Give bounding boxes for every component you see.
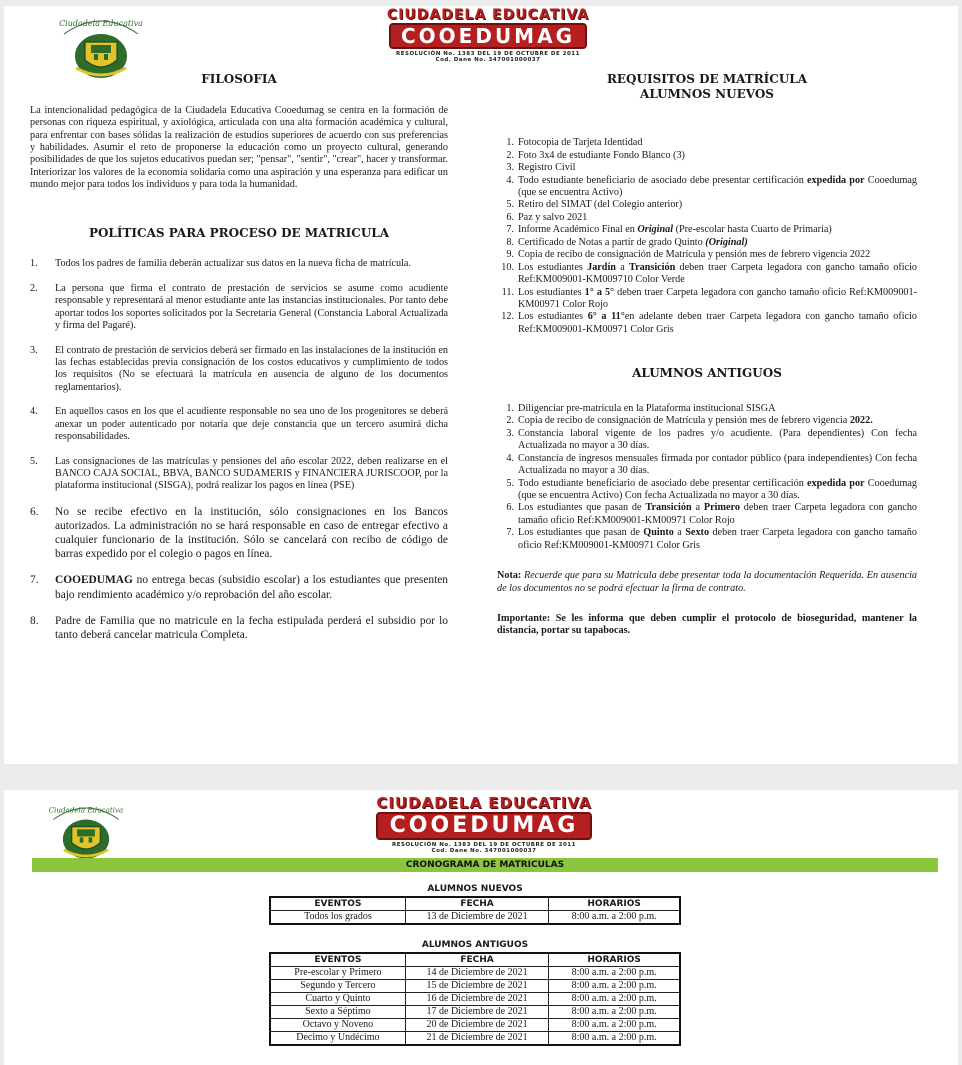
item-number: 4. — [506, 452, 514, 464]
item-number: 8. — [506, 236, 514, 248]
item-text: Paz y salvo 2021 — [518, 211, 588, 223]
filosofia-text: La intencionalidad pedagógica de la Ciudadela Educativa Cooedumag se centra en la formación de personas con riqueza espiritual, y axiológica, articulada con una alta formación académica y cultural, para enfrentar con bases sólidas la realización de estudios superiores de acuerdo con sus preferencias y habilidades. Asumir el reto de proponerse la educación como un proyecto cultural, generando posibilidades de que los sujetos educativos puedan ser; "pensar", "sentir", "crear", hacer y transformar. Interiorizar los valores de la economía solidaria como una aspiración y una esperanza para edificar un mundo mejor para todos los individuos y para toda la humanidad. — [30, 104, 448, 191]
bold-text: 2022. — [849, 415, 873, 427]
table-row — [270, 967, 680, 980]
item-number: 3. — [506, 427, 514, 439]
requirement-item — [497, 478, 917, 503]
requirement-item — [497, 287, 917, 312]
requisitos-title: REQUISITOS DE MATRÍCULA — [606, 72, 808, 86]
requirement-item — [497, 175, 917, 200]
politica-item — [30, 456, 448, 493]
emphasis-text: Original — [637, 224, 674, 236]
item-text: No se recibe efectivo en la institución, sólo consignaciones en los Bancos autorizados. La administración no se hará responsable en caso de entregar efectivo a cualquier funcionario de la institución. Sólo se cancelará con recibo de código de barras expedido por el colegio o pagos en línea. — [55, 505, 448, 561]
item-text: Los estudiantes — [518, 286, 585, 298]
item-number: 7. — [30, 574, 39, 587]
requirement-item — [497, 403, 917, 415]
right-column — [497, 72, 917, 638]
table-cell: Octavo y Noveno — [270, 1019, 405, 1032]
item-text: a — [691, 502, 704, 514]
item-text: Todo estudiante beneficiario de asociado debe presentar certificación — [518, 477, 808, 489]
requirement-item — [497, 428, 917, 453]
table-cell: Pre-escolar y Primero — [270, 967, 405, 980]
brand-resolution: RESOLUCIÓN No. 1383 DEL 19 DE OCTUBRE DE 2011 — [396, 51, 580, 57]
emphasis-text: (Original) — [705, 236, 748, 248]
politica-item — [30, 573, 448, 601]
table-cell: 8:00 a.m. a 2:00 p.m. — [549, 911, 680, 925]
requirement-item — [497, 199, 917, 211]
item-number: 2. — [506, 415, 514, 427]
item-text: Certificado de Notas a partir de grado Quinto — [518, 236, 706, 248]
requirement-item — [497, 162, 917, 174]
table-cell: Segundo y Tercero — [270, 980, 405, 993]
item-text: Retiro del SIMAT (del Colegio anterior) — [518, 199, 683, 211]
item-text: a — [673, 527, 686, 539]
requirement-item — [497, 415, 917, 427]
item-text: Cooedumag (que se encuentra Activo) — [518, 174, 918, 198]
antiguos-schedule-table — [269, 952, 681, 1046]
column-header: HORARIOS — [549, 953, 680, 967]
item-number: 5. — [506, 199, 514, 211]
table-cell: 20 de Diciembre de 2021 — [405, 1019, 549, 1032]
politicas-title: POLÍTICAS PARA PROCESO DE MATRICULA — [88, 225, 390, 240]
requirement-item — [497, 249, 917, 261]
item-number: 11. — [501, 286, 514, 298]
item-text: deben traer Carpeta legadora con gancho tamaño oficio Ref:KM009001-KM00971 Color Gris — [518, 527, 917, 551]
table-cell: 8:00 a.m. a 2:00 p.m. — [549, 1006, 680, 1019]
nuevos-requirements-list — [497, 137, 917, 336]
brand-line-2: COOEDUMAG — [389, 23, 587, 49]
table-cell: 8:00 a.m. a 2:00 p.m. — [549, 967, 680, 980]
table-cell: Decimo y Undécimo — [270, 1032, 405, 1046]
requirement-item — [497, 453, 917, 478]
item-number: 6. — [30, 505, 39, 518]
item-number: 4. — [30, 406, 38, 418]
item-text: (Pre-escolar hasta Cuarto de Primaria) — [673, 224, 832, 236]
table-header-row — [270, 953, 680, 967]
table-row — [270, 1032, 680, 1046]
politica-item — [30, 258, 448, 270]
item-bold-text: COOEDUMAG — [55, 574, 133, 587]
table-cell: 17 de Diciembre de 2021 — [405, 1006, 549, 1019]
item-text: La persona que firma el contrato de prestación de servicios se asume como acudiente responsable y representará al menor estudiante ante las instancias institucionales. Por tanto debe aportar todos los soportes solicitados por la Secretaria General (Constancia Laboral Actualizada y firma del Pagaré). — [55, 282, 448, 332]
table-row — [270, 911, 680, 925]
nuevos-table-caption: ALUMNOS NUEVOS — [427, 884, 523, 894]
school-seal-icon — [46, 800, 126, 864]
requirement-item — [497, 224, 917, 236]
politica-item — [30, 283, 448, 333]
cronograma-title: CRONOGRAMA DE MATRICULAS — [32, 858, 938, 872]
item-text: Los estudiantes que pasan de — [518, 502, 646, 514]
brand-line-1: CIUDADELA EDUCATIVA — [386, 7, 590, 23]
bold-text: 6° a 11° — [587, 311, 625, 323]
bold-text: Sexto — [685, 527, 710, 539]
item-text: Los estudiantes — [518, 261, 588, 273]
table-cell: 16 de Diciembre de 2021 — [405, 993, 549, 1006]
requirement-item — [497, 527, 917, 552]
item-number: 6. — [506, 211, 514, 223]
item-text: Copia de recibo de consignación de Matrícula y pensión mes de febrero vigencia 2022 — [518, 249, 871, 261]
item-text: Todos los padres de familia deberán actualizar sus datos en la nueva ficha de matrícula. — [55, 258, 411, 270]
column-header: FECHA — [405, 897, 549, 911]
item-number: 1. — [506, 402, 514, 414]
table-row — [270, 1019, 680, 1032]
bold-text: 1° a 5° — [584, 286, 615, 298]
requirement-item — [497, 150, 917, 162]
brand-dane-code: Cod. Dane No. 347001000037 — [431, 848, 537, 854]
brand-line-2: COOEDUMAG — [376, 812, 593, 840]
item-text: Padre de Familia que no matricule en la fecha estipulada perderá el subsidio por lo tanto deberá cancelar matricula Completa. — [55, 614, 448, 641]
item-text: Diligenciar pre-matricula en la Plataforma institucional SISGA — [518, 402, 776, 414]
item-number: 6. — [506, 502, 514, 514]
item-number: 1. — [506, 137, 514, 149]
item-text: Cooedumag (que se encuentra Activo) Con fecha Actualizada no mayor a 30 días. — [518, 477, 918, 501]
politica-item — [30, 505, 448, 562]
item-text: Constancia de ingresos mensuales firmada por contador público (para independientes) Con fecha Actualizada no mayor a 30 días. — [518, 452, 917, 477]
brand-resolution: RESOLUCIÓN No. 1383 DEL 19 DE OCTUBRE DE 2011 — [392, 842, 576, 848]
seal-top-text: Ciudadela Educativa — [48, 805, 124, 815]
politica-item — [30, 406, 448, 443]
document-page-2 — [4, 790, 958, 1065]
column-header: FECHA — [405, 953, 549, 967]
table-header-row — [270, 897, 680, 911]
item-number: 4. — [506, 174, 514, 186]
requirement-item — [497, 137, 917, 149]
brand-header — [304, 796, 664, 854]
item-text: Registro Civil — [518, 162, 576, 174]
table-cell: Cuarto y Quinto — [270, 993, 405, 1006]
item-number: 9. — [506, 249, 514, 261]
antiguos-requirements-list — [497, 403, 917, 552]
bold-text: Jardín — [587, 261, 616, 273]
item-text: no entrega becas (subsidio escolar) a los estudiantes que presenten bajo rendimiento académico y/o reprobación del año escolar. — [55, 574, 448, 601]
item-number: 7. — [506, 527, 514, 539]
item-text: Las consignaciones de las matrículas y pensiones del año escolar 2022, deben realizarse en el BANCO CAJA SOCIAL, BBVA, BANCO SUDAMERIS y FINANCIERA JURISCOOP, por la plataforma institucional (SISGA), podrá realizar los pagos en línea (PSE) — [55, 455, 448, 492]
item-number: 3. — [30, 344, 38, 356]
table-cell: 8:00 a.m. a 2:00 p.m. — [549, 980, 680, 993]
item-number: 8. — [30, 614, 39, 627]
item-text: Foto 3x4 de estudiante Fondo Blanco (3) — [518, 149, 685, 161]
item-text: Los estudiantes — [518, 311, 588, 323]
item-text: Fotocopia de Tarjeta Identidad — [518, 137, 643, 149]
nota-label: Nota: — [497, 570, 522, 582]
table-row — [270, 980, 680, 993]
politica-item — [30, 614, 448, 642]
item-text: en adelante deben traer Carpeta legadora con gancho tamaño oficio Ref:KM009001-KM00971 Color Gris — [518, 311, 917, 335]
item-text: El contrato de prestación de servicios deberá ser firmado en las instalaciones de la institución en las fechas establecidas previa consignación de los costos educativos y cumplimiento de todos los requisitos (No se efectuará la matrícula en ausencia de alguno de los documentos reglamentarios). — [55, 344, 448, 393]
column-header: HORARIOS — [549, 897, 680, 911]
table-cell: 8:00 a.m. a 2:00 p.m. — [549, 1032, 680, 1046]
bold-text: expedida por — [807, 174, 865, 186]
table-row — [270, 1006, 680, 1019]
requirement-item — [497, 212, 917, 224]
requirement-item — [497, 237, 917, 249]
item-text: Los estudiantes que pasan de — [518, 527, 644, 539]
table-row — [270, 993, 680, 1006]
nota-text: Recuerde que para su Matricula debe presentar toda la documentación Requerida. En ausencia de los documentos no se podrá efectuar la firma de contrato. — [497, 570, 917, 594]
bold-text: Quinto — [643, 527, 674, 539]
table-cell: 8:00 a.m. a 2:00 p.m. — [549, 1019, 680, 1032]
item-text: Constancia laboral vigente de los padres y/o acudiente. (Para dependientes) Con fecha Actualizada no mayor a 30 días. — [518, 427, 917, 452]
item-text: deben traer Carpeta legadora con gancho tamaño oficio Ref:KM009001-KM00971 Color Rojo — [518, 286, 917, 310]
table-cell: 8:00 a.m. a 2:00 p.m. — [549, 993, 680, 1006]
requirement-item — [497, 502, 917, 527]
table-cell: 13 de Diciembre de 2021 — [405, 911, 549, 925]
politicas-list — [30, 258, 448, 642]
column-header: EVENTOS — [270, 897, 405, 911]
item-text: deben traer Carpeta legadora con gancho tamaño oficio Ref:KM009001-KM00971 Color Rojo — [518, 502, 918, 526]
requirement-item — [497, 262, 917, 287]
item-number: 1. — [30, 258, 38, 270]
brand-line-1: CIUDADELA EDUCATIVA — [376, 794, 592, 812]
nuevos-schedule-table — [269, 896, 681, 925]
table-cell: Sexto a Séptimo — [270, 1006, 405, 1019]
bold-text: Transición — [645, 502, 692, 514]
brand-dane-code: Cod. Dane No. 347001000037 — [435, 57, 541, 63]
bold-text: Primero — [703, 502, 740, 514]
item-number: 5. — [506, 477, 514, 489]
table-cell: Todos los grados — [270, 911, 405, 925]
item-text: Copia de recibo de consignación de Matrícula y pensión mes de febrero vigencia — [518, 415, 850, 427]
document-page-1 — [4, 6, 958, 764]
item-number: 12. — [501, 311, 514, 323]
item-number: 2. — [506, 149, 514, 161]
table-cell: 15 de Diciembre de 2021 — [405, 980, 549, 993]
column-header: EVENTOS — [270, 953, 405, 967]
table-cell: 14 de Diciembre de 2021 — [405, 967, 549, 980]
seal-top-text: Ciudadela Educativa — [59, 19, 143, 28]
item-number: 10. — [501, 261, 514, 273]
requirement-item — [497, 311, 917, 336]
item-text: a — [615, 261, 630, 273]
item-text: Todo estudiante beneficiario de asociado debe presentar certificación — [518, 174, 808, 186]
antiguos-table-caption: ALUMNOS ANTIGUOS — [421, 940, 529, 950]
nota-paragraph — [497, 570, 917, 595]
item-text: Informe Académico Final en — [518, 224, 638, 236]
item-text: deben traer Carpeta legadora con gancho tamaño oficio Ref:KM009001-KM009710 Color Verde — [518, 261, 917, 286]
item-text: En aquellos casos en los que el acudiente responsable no sea uno de los progenitores se deberá anexar un poder autenticado por notaria que deje constancia que un tercero asumirá dicha responsabilidades. — [55, 406, 448, 443]
item-number: 2. — [30, 282, 38, 294]
left-column — [30, 72, 448, 654]
politica-item — [30, 345, 448, 395]
table-cell: 21 de Diciembre de 2021 — [405, 1032, 549, 1046]
brand-header — [318, 8, 658, 63]
bold-text: Transición — [629, 261, 676, 273]
alumnos-antiguos-title: ALUMNOS ANTIGUOS — [632, 366, 782, 381]
importante-paragraph: Importante: Se les informa que deben cumplir el protocolo de bioseguridad, mantener la distancia, portar su tapabocas. — [497, 613, 917, 637]
filosofia-title: FILOSOFIA — [201, 72, 277, 86]
item-number: 3. — [506, 162, 514, 174]
item-number: 5. — [30, 455, 38, 467]
item-number: 7. — [506, 224, 514, 236]
alumnos-nuevos-title: ALUMNOS NUEVOS — [640, 86, 774, 101]
bold-text: expedida por — [807, 477, 865, 489]
